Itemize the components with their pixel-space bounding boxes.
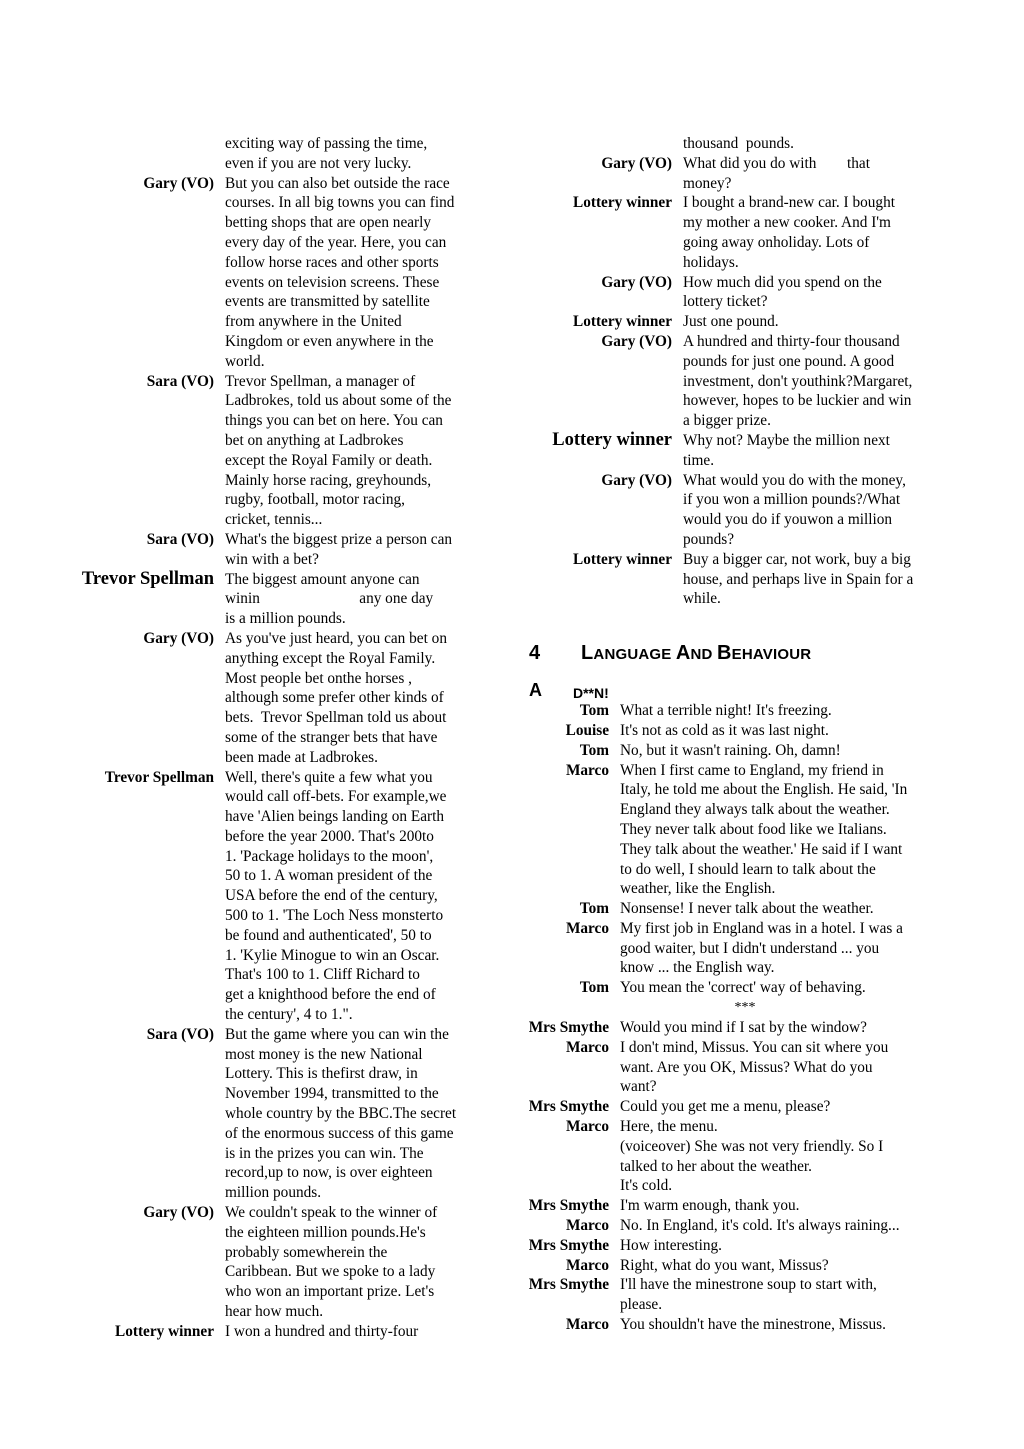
speaker-name: Marco [565,1118,609,1136]
dialogue-text [620,741,841,761]
text-line: Here, the menu. [620,1118,718,1136]
text-line: 1. 'Package holidays to the moon', [225,847,434,865]
text-line: November 1994, transmitted to the [225,1085,439,1103]
dialogue-entry [70,768,500,1025]
dialogue-entry [525,1196,960,1216]
text-line: 500 to 1. 'The Loch Ness monsterto [225,907,444,925]
text-line: As you've just heard, you can bet on [225,629,447,647]
text-line: probably somewherein the [225,1243,388,1261]
text-line: my mother a new cooker. And I'm [683,214,891,232]
text-line: It's cold. [620,1177,673,1195]
text-line: lottery ticket? [683,293,768,311]
dialogue-text [683,312,779,332]
text-line: We couldn't speak to the winner of [225,1204,438,1222]
dialogue-entry [525,741,960,761]
speaker-name: Gary (VO) [143,1204,214,1222]
speaker-name: Sara (VO) [146,1025,214,1043]
dialogue-entry [525,134,960,154]
dialogue-entry [70,1025,500,1203]
dialogue-entry [525,1097,960,1117]
speaker-name [70,134,225,174]
dialogue-text [683,471,906,550]
speaker-name: Gary (VO) [601,471,672,489]
text-line: betting shops that are open nearly [225,214,432,232]
dialogue-text [225,1203,437,1322]
subsection-letter: A [529,680,542,701]
subsection-heading [525,673,960,701]
dialogue-text [225,768,446,1025]
dialogue-entry [70,629,500,768]
text-line: Why not? Maybe the million next [683,431,890,449]
dialogue-text [683,134,794,154]
text-line: rugby, football, motor racing, [225,491,405,509]
dialogue-entry [525,721,960,741]
text-line: England they always talk about the weather. [620,801,890,819]
speaker-name [525,134,683,154]
text-line: even if you are not very lucky. [225,154,412,172]
text-line: Mainly horse racing, greyhounds, [225,471,432,489]
speaker-name: Gary (VO) [143,174,214,192]
text-line: the eighteen million pounds.He's [225,1223,426,1241]
speaker-name: Marco [565,919,609,937]
dialogue-entry [525,1315,960,1335]
text-line: It's not as cold as it was last night. [620,721,829,739]
dialogue-text [620,1038,888,1097]
text-line: winin any one day [225,590,434,608]
dialogue-entry [525,193,960,272]
text-line: I bought a brand-new car. I bought [683,194,895,212]
text-line: What did you do with that [683,154,870,172]
text-line: want. Are you OK, Missus? What do you [620,1058,873,1076]
text-line: A hundred and thirty-four thousand [683,332,900,350]
dialogue-entry [525,1275,960,1315]
text-line: thousand pounds. [683,135,794,152]
text-line: Kingdom or even anywhere in the [225,332,434,350]
speaker-name: Marco [565,761,609,779]
dialogue-entry [525,273,960,313]
text-line: anything except the Royal Family. [225,649,436,667]
speaker-name: Louise [565,721,609,739]
dialogue-text [620,1018,867,1038]
dialogue-text [225,134,427,174]
text-line: I don't mind, Missus. You can sit where you [620,1038,889,1056]
speaker-name: Lottery winner [573,313,672,331]
text-line: My first job in England was in a hotel. I was a [620,919,903,937]
text-line: record,up to now, is over eighteen [225,1164,433,1182]
text-line: Lottery. This is thefirst draw, in [225,1065,418,1083]
speaker-name: Trevor Spellman [104,768,214,786]
subsection-title: D**N! [573,685,609,702]
text-line: When I first came to England, my friend in [620,761,884,779]
text-line: while. [683,590,721,608]
speaker-name: Mrs Smythe [528,1236,609,1254]
dialogue-entry [525,1236,960,1256]
dialogue-entry [525,471,960,550]
text-line: Nonsense! I never talk about the weather. [620,900,874,918]
speaker-name: Mrs Smythe [528,1276,609,1294]
text-line: 50 to 1. A woman president of the [225,867,433,885]
dialogue-text [620,761,907,900]
text-line: to do well, I should learn to talk about the [620,860,876,878]
dialogue-entry [525,431,960,471]
text-line: would you do if youwon a million [683,511,893,529]
text-line: cricket, tennis... [225,511,323,529]
text-line: I'll have the minestrone soup to start with, [620,1276,877,1294]
text-line: please. [620,1296,663,1314]
speaker-name: Marco [565,1316,609,1334]
speaker-name: Tom [579,979,609,997]
restaurant-dialogue-part-2 [525,1018,960,1335]
left-column [70,134,500,1342]
text-line: some of the stranger bets that have [225,728,438,746]
text-line: Right, what do you want, Missus? [620,1256,829,1274]
dialogue-text [620,1236,722,1256]
text-line: house, and perhaps live in Spain for a [683,570,914,588]
text-line: investment, don't youthink?Margaret, [683,372,913,390]
dialogue-text [225,1025,456,1203]
speaker-name: Gary (VO) [601,273,672,291]
text-line: have 'Alien beings landing on Earth [225,808,444,826]
dialogue-entry [70,174,500,372]
text-line: most money is the new National [225,1045,423,1063]
dialogue-entry [70,570,500,629]
dialogue-text [225,570,433,629]
text-line: They never talk about food like we Italians. [620,820,887,838]
text-line: Italy, he told me about the English. He said, 'In [620,781,908,799]
dialogue-entry [525,919,960,978]
text-line: I won a hundred and thirty-four [225,1322,419,1340]
text-line: USA before the end of the century, [225,887,438,905]
text-line: pounds for just one pound. A good [683,352,895,370]
dialogue-text [620,1216,900,1236]
text-line: every day of the year. Here, you can [225,233,447,251]
speaker-name: Marco [565,1217,609,1235]
text-line: 1. 'Kylie Minogue to win an Oscar. [225,946,440,964]
text-line: Buy a bigger car, not work, buy a big [683,550,911,568]
text-line: time. [683,451,715,469]
right-column [525,134,960,1335]
text-line: courses. In all big towns you can find [225,194,455,212]
dialogue-entry [525,761,960,900]
text-line: know ... the English way. [620,959,775,977]
speaker-name: Gary (VO) [143,629,214,647]
dialogue-text [620,1117,883,1196]
dialogue-text [620,1315,886,1335]
dialogue-entry [525,701,960,721]
text-line: win with a bet? [225,550,319,568]
dialogue-text [620,1196,800,1216]
text-line: The biggest amount anyone can [225,570,420,588]
dialogue-text [620,919,903,978]
dialogue-entry [525,899,960,919]
dialogue-text [683,154,870,194]
speaker-name: Lottery winner [573,550,672,568]
text-line: That's 100 to 1. Cliff Richard to [225,966,420,984]
speaker-name: Lottery winner [115,1322,214,1340]
text-line: No. In England, it's cold. It's always raining... [620,1217,900,1235]
dialogue-text [620,978,866,998]
text-line: What a terrible night! It's freezing. [620,702,832,720]
dialogue-text [225,1322,418,1342]
text-line: however, hopes to be luckier and win [683,392,912,410]
text-line: (voiceover) She was not very friendly. So I [620,1137,884,1155]
text-line: I'm warm enough, thank you. [620,1197,800,1215]
section-title: LANGUAGE AND BEHAVIOUR [581,641,812,664]
text-line: Just one pound. [683,313,779,331]
text-line: been made at Ladbrokes. [225,748,378,766]
dialogue-entry [525,332,960,431]
text-line: talked to her about the weather. [620,1157,812,1175]
text-line: No, but it wasn't raining. Oh, damn! [620,741,841,759]
dialogue-entry [525,1216,960,1236]
dialogue-text [683,273,882,313]
dialogue-entry [70,530,500,570]
speaker-name: Mrs Smythe [528,1197,609,1215]
dialogue-text [225,629,447,768]
text-line: exciting way of passing the time, [225,135,428,152]
text-line: Ladbrokes, told us about some of the [225,392,452,410]
speaker-name: Mrs Smythe [528,1098,609,1116]
restaurant-dialogue-part-1 [525,701,960,998]
text-line: weather, like the English. [620,880,776,898]
speaker-name: Sara (VO) [146,372,214,390]
dialogue-entry [525,1256,960,1276]
text-line: You shouldn't have the minestrone, Missus. [620,1316,886,1334]
speaker-name: Gary (VO) [601,332,672,350]
scene-separator: *** [734,1000,756,1016]
text-line: things you can bet on here. You can [225,412,443,430]
dialogue-entry [70,372,500,530]
speaker-name: Tom [579,900,609,918]
text-line: bets. Trevor Spellman told us about [225,709,447,727]
text-line: is in the prizes you can win. The [225,1144,424,1162]
text-line: except the Royal Family or death. [225,451,433,469]
text-line: from anywhere in the United [225,313,402,331]
text-line: They talk about the weather.' He said if I want [620,840,903,858]
text-line: bet on anything at Ladbrokes [225,431,404,449]
speaker-name: Tom [579,741,609,759]
dialogue-text [620,1256,829,1276]
lottery-dialogue [525,134,960,609]
text-line: Trevor Spellman, a manager of [225,372,416,390]
text-line: of the enormous success of this game [225,1124,454,1142]
dialogue-entry [70,134,500,174]
text-line: Would you mind if I sat by the window? [620,1019,867,1037]
dialogue-text [620,721,829,741]
text-line: a bigger prize. [683,412,771,430]
text-line: although some prefer other kinds of [225,689,444,707]
text-line: follow horse races and other sports [225,253,439,271]
speaker-name: Sara (VO) [146,530,214,548]
text-line: is a million pounds. [225,610,346,628]
text-line: going away onholiday. Lots of [683,233,870,251]
section-heading [525,635,960,671]
speaker-name: Lottery winner [552,429,672,450]
text-line: good waiter, but I didn't understand ... you [620,939,880,957]
text-line: events are transmitted by satellite [225,293,430,311]
dialogue-text [620,1097,830,1117]
speaker-name: Gary (VO) [601,154,672,172]
text-line: would call off-bets. For example,we [225,788,447,806]
dialogue-entry [525,978,960,998]
text-line: who won an important prize. Let's [225,1283,435,1301]
text-line: if you won a million pounds?/What [683,491,901,509]
text-line: But you can also bet outside the race [225,174,450,192]
text-line: What would you do with the money, [683,471,906,489]
text-line: million pounds. [225,1184,322,1202]
text-line: hear how much. [225,1303,324,1321]
text-line: events on television screens. These [225,273,440,291]
text-line: Well, there's quite a few what you [225,768,433,786]
text-line: want? [620,1078,657,1096]
speaker-name: Mrs Smythe [528,1019,609,1037]
dialogue-entry [525,1018,960,1038]
text-line: be found and authenticated', 50 to [225,926,432,944]
speaker-name: Lottery winner [573,194,672,212]
text-line: What's the biggest prize a person can [225,530,453,548]
text-line: How interesting. [620,1236,722,1254]
section-number: 4 [529,641,541,664]
text-line: whole country by the BBC.The secret [225,1105,457,1123]
dialogue-entry [70,1322,500,1342]
dialogue-text [620,1275,877,1315]
text-line: Most people bet onthe horses , [225,669,412,687]
speaker-name: Marco [565,1038,609,1056]
dialogue-entry [70,1203,500,1322]
text-line: But the game where you can win the [225,1025,449,1043]
text-line: Caribbean. But we spoke to a lady [225,1263,436,1281]
text-line: world. [225,352,265,370]
dialogue-text [620,701,832,721]
text-line: pounds? [683,530,734,548]
dialogue-entry [525,154,960,194]
dialogue-text [683,332,912,431]
text-line: before the year 2000. That's 200to [225,827,434,845]
text-line: get a knighthood before the end of [225,986,436,1004]
dialogue-text [225,174,454,372]
dialogue-entry [525,312,960,332]
text-line: holidays. [683,253,739,271]
text-line: Could you get me a menu, please? [620,1098,831,1116]
dialogue-entry [525,1038,960,1097]
dialogue-text [225,372,451,530]
dialogue-text [225,530,452,570]
speaker-name: Marco [565,1256,609,1274]
dialogue-text [683,550,913,609]
dialogue-entry [525,1117,960,1196]
dialogue-text [683,193,895,272]
dialogue-text [620,899,874,919]
text-line: the century', 4 to 1.". [225,1006,353,1024]
dialogue-entry [525,550,960,609]
speaker-name: Trevor Spellman [81,568,214,589]
text-line: money? [683,174,732,192]
dialogue-text [683,431,890,471]
speaker-name: Tom [579,702,609,720]
text-line: How much did you spend on the [683,273,882,291]
text-line: You mean the 'correct' way of behaving. [620,979,866,997]
